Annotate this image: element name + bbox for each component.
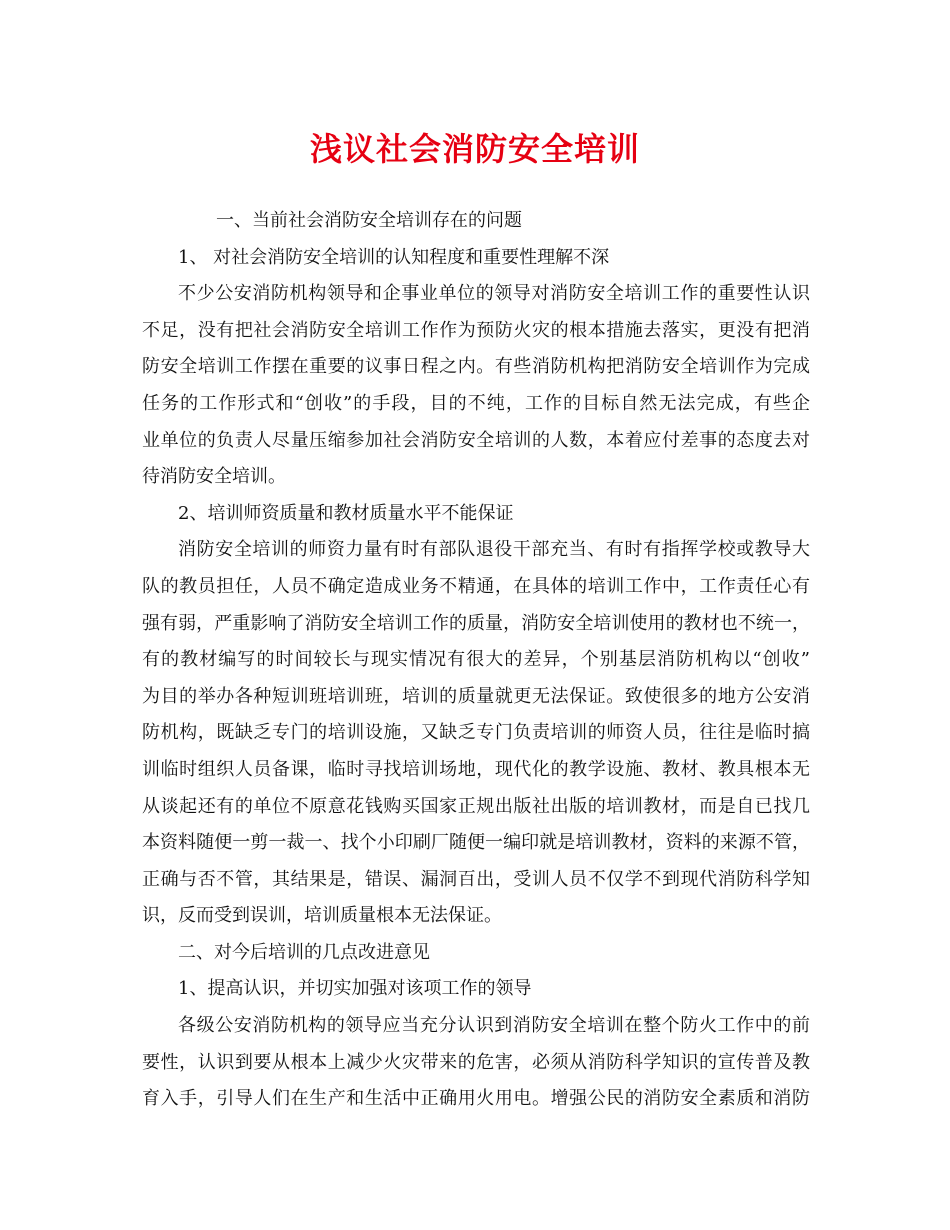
paragraph-line: 要性，认识到要从根本上减少火灾带来的危害，必须从消防科学知识的宣传普及教 — [142, 1051, 810, 1073]
paragraph-2 — [142, 532, 810, 935]
paragraph-line: 识，反而受到误训，培训质量根本无法保证。 — [142, 905, 502, 927]
paragraph-line: 任务的工作形式和“创收”的手段，目的不纯，工作的目标自然无法完成，有些企 — [142, 392, 810, 414]
paragraph-line: 本资料随便一剪一裁一、找个小印刷厂随便一编印就是培训教材，资料的来源不管， — [142, 832, 810, 854]
paragraph-1 — [142, 276, 810, 496]
paragraph-line: 防安全培训工作摆在重要的议事日程之内。有些消防机构把消防安全培训作为完成 — [142, 356, 810, 378]
section-heading-2: 二、对今后培训的几点改进意见 — [178, 941, 430, 963]
paragraph-line: 强有弱，严重影响了消防安全培训工作的质量，消防安全培训使用的教材也不统一， — [142, 612, 810, 634]
paragraph-line: 消防安全培训的师资力量有时有部队退役干部充当、有时有指挥学校或教导大 — [178, 539, 810, 561]
paragraph-line: 从谈起还有的单位不原意花钱购买国家正规出版社出版的培训教材，而是自已找几 — [142, 795, 810, 817]
paragraph-line: 不足，没有把社会消防安全培训工作作为预防火灾的根本措施去落实，更没有把消 — [142, 319, 810, 341]
paragraph-line: 有的教材编写的时间较长与现实情况有很大的差异，个别基层消防机构以“创收” — [142, 649, 810, 671]
paragraph-line: 不少公安消防机构领导和企事业单位的领导对消防安全培训工作的重要性认识 — [178, 283, 810, 305]
paragraph-3 — [142, 1008, 810, 1118]
paragraph-line: 业单位的负责人尽量压缩参加社会消防安全培训的人数，本着应付差事的态度去对 — [142, 429, 810, 451]
paragraph-line: 防机构，既缺乏专门的培训设施，又缺乏专门负责培训的师资人员，往往是临时搞 — [142, 722, 810, 744]
section-heading-1: 一、当前社会消防安全培训存在的问题 — [216, 210, 522, 231]
paragraph-line: 育入手，引导人们在生产和生活中正确用火用电。增强公民的消防安全素质和消防 — [142, 1088, 810, 1110]
paragraph-line: 待消防安全培训。 — [142, 466, 286, 488]
paragraph-line: 队的教员担任，人员不确定造成业务不精通，在具体的培训工作中，工作责任心有 — [142, 575, 810, 597]
paragraph-line: 为目的举办各种短训班培训班，培训的质量就更无法保证。致使很多的地方公安消 — [142, 685, 810, 707]
subheading-1: 1、 对社会消防安全培训的认知程度和重要性理解不深 — [178, 246, 610, 268]
paragraph-line: 正确与否不管，其结果是，错误、漏洞百出，受训人员不仅学不到现代消防科学知 — [142, 868, 810, 890]
paragraph-line: 训临时组织人员备课，临时寻找培训场地，现代化的教学设施、教材、教具根本无 — [142, 758, 810, 780]
subheading-2: 2、培训师资质量和教材质量水平不能保证 — [178, 502, 514, 524]
paragraph-line: 各级公安消防机构的领导应当充分认识到消防安全培训在整个防火工作中的前 — [178, 1015, 810, 1037]
document-body — [142, 203, 810, 1118]
subheading-3: 1、提高认识，并切实加强对该项工作的领导 — [178, 978, 532, 1000]
document-title: 浅议社会消防安全培训 — [309, 130, 640, 168]
